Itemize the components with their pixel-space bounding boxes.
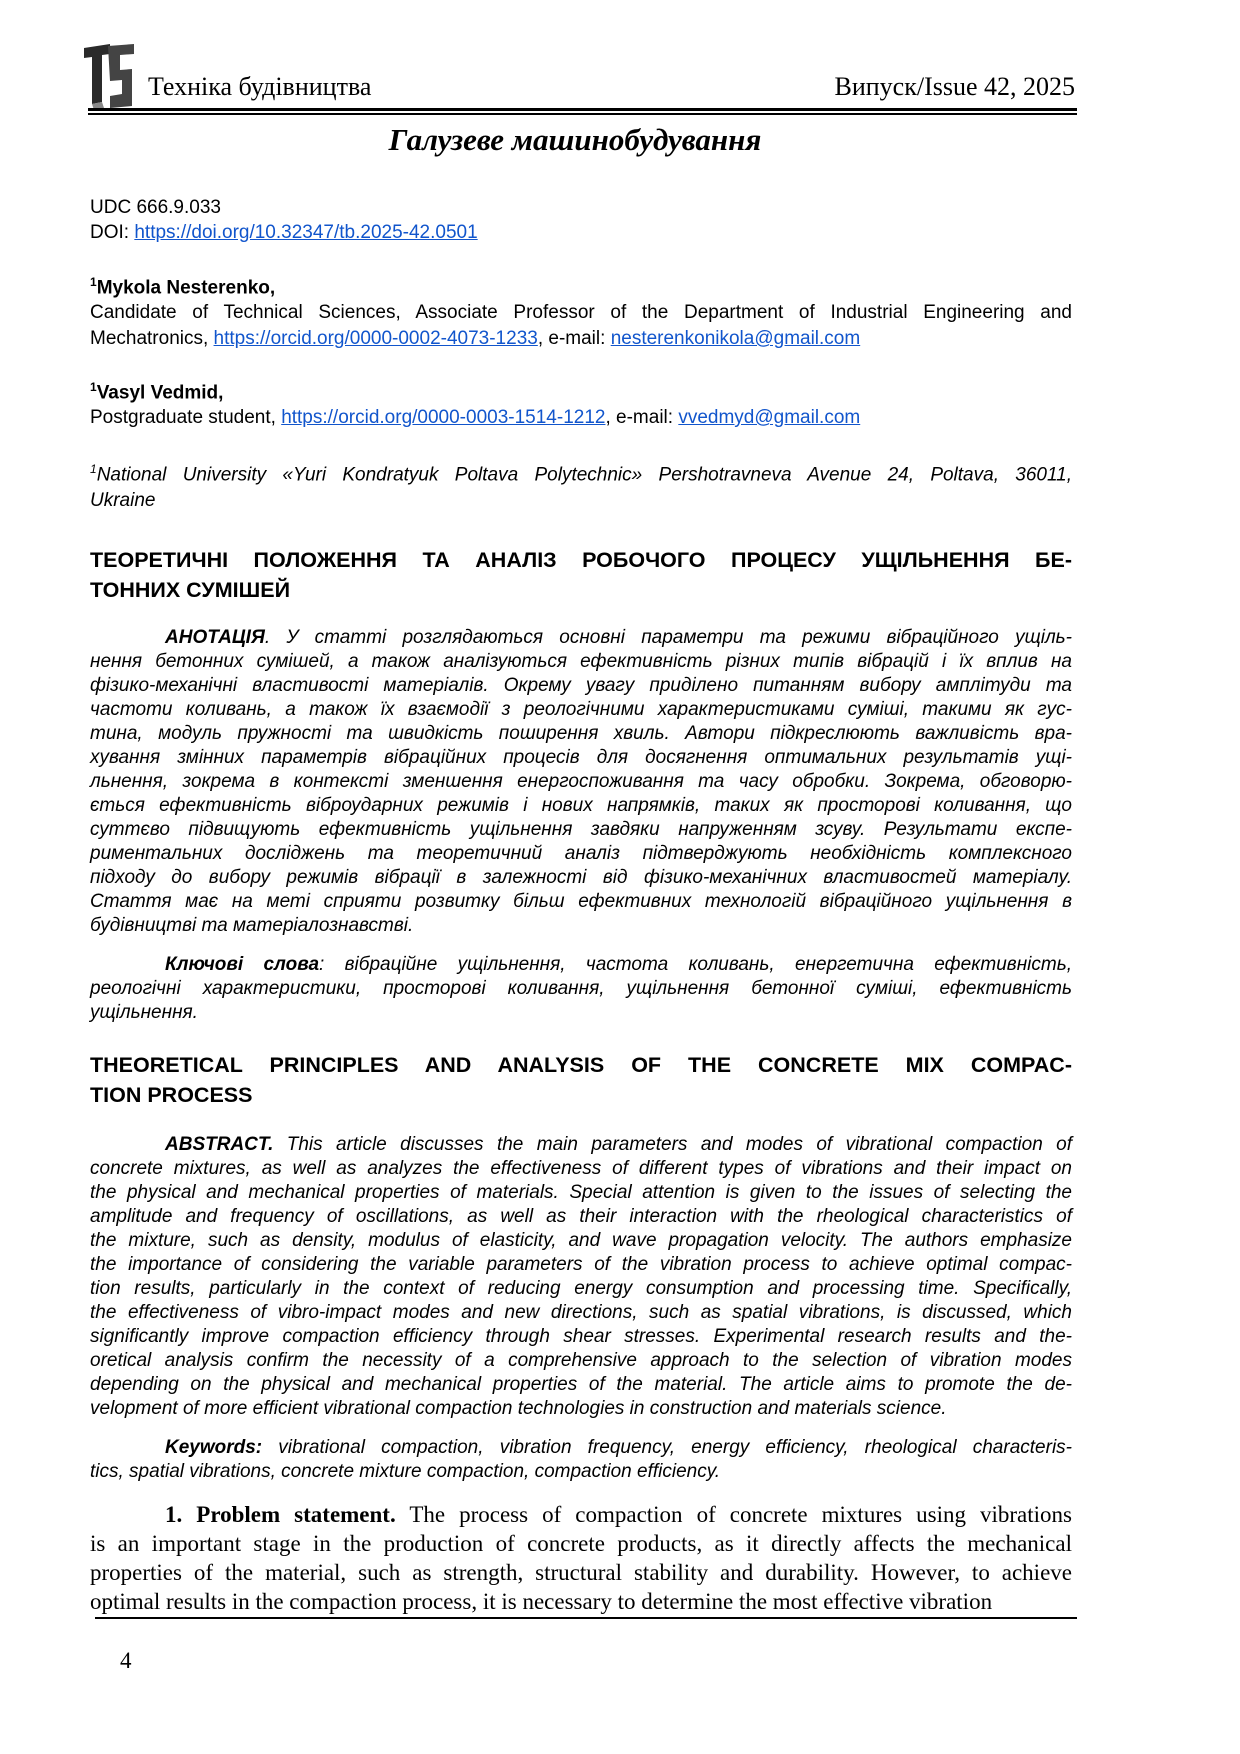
line-text: tics, spatial vibrations, concrete mixture compaction, compaction efficiency. bbox=[90, 1461, 721, 1482]
author-affiliation-1 bbox=[90, 300, 1072, 352]
journal-logo bbox=[80, 42, 138, 110]
line-text: риментальних досліджень та теоретичний аналіз підтверджують необхідність комплексного bbox=[90, 843, 1072, 864]
author-affiliation-marker: 1 bbox=[90, 275, 97, 289]
header-rule-thick bbox=[88, 108, 1077, 111]
institution-text: National University «Yuri Kondratyuk Poltava Polytechnic» Pershotravneva Avenue 24, Poltava, 36011, bbox=[96, 464, 1072, 486]
title-line: THEORETICAL PRINCIPLES AND ANALYSIS OF THE CONCRETE MIX COMPAC- bbox=[90, 1053, 1072, 1077]
text-line bbox=[90, 1325, 1072, 1349]
doi-link[interactable]: https://doi.org/10.32347/tb.2025-42.0501 bbox=[134, 222, 478, 243]
line-text: фізико-механічні властивості матеріалів. Окрему увагу приділено питанням вибору амплітуди та bbox=[90, 675, 1072, 696]
text-line bbox=[90, 770, 1072, 794]
email-label: , e-mail: bbox=[605, 407, 679, 428]
line-text: tion results, particularly in the context of reducing energy consumption and processing time. Specifically, bbox=[90, 1278, 1072, 1299]
institution-line-2: Ukraine bbox=[90, 490, 156, 512]
text-line bbox=[90, 1001, 1072, 1025]
line-text: properties of the material, such as strength, structural stability and durability. However, to achieve bbox=[90, 1560, 1072, 1585]
line-text: тина, модуль пружності та швидкість поширення хвиль. Автори підкреслюють важливість вра- bbox=[90, 723, 1072, 744]
paragraph-lead: Keywords: bbox=[165, 1437, 263, 1458]
text-line bbox=[90, 1181, 1072, 1205]
line-text: : вібраційне ущільнення, частота коливань, енергетична ефективність, bbox=[319, 954, 1072, 975]
line-text: The process of compaction of concrete mixtures using vibrations bbox=[395, 1502, 1072, 1527]
title-line: ТОННИХ СУМІШЕЙ bbox=[90, 578, 291, 602]
text-line bbox=[90, 1460, 1072, 1484]
text-line bbox=[90, 626, 1072, 650]
author-position-line: Candidate of Technical Sciences, Associate Professor of the Department of Industrial Engineering and bbox=[90, 302, 1072, 323]
orcid-link[interactable]: https://orcid.org/0000-0002-4073-1233 bbox=[213, 328, 538, 349]
line-text: частоти коливань, а також їх взаємодії з реологічними характеристиками суміші, такими як гус- bbox=[90, 699, 1072, 720]
author-contact-line bbox=[90, 405, 1072, 431]
line-text: is an important stage in the production of concrete products, as it directly affects the mechanical bbox=[90, 1531, 1072, 1556]
text-line bbox=[90, 674, 1072, 698]
line-text: oretical analysis confirm the necessity of a comprehensive approach to the selection of vibration modes bbox=[90, 1350, 1072, 1371]
footer-rule bbox=[95, 1617, 1077, 1619]
text-line bbox=[90, 977, 1072, 1001]
issue-label: Випуск/Issue 42, 2025 bbox=[834, 72, 1075, 101]
institution-marker: 1 bbox=[90, 462, 97, 476]
text-line bbox=[90, 818, 1072, 842]
author-name-text: Mykola Nesterenko, bbox=[96, 277, 276, 299]
line-text: Стаття має на меті сприяти розвитку більш ефективних технологій вібраційного ущільнення в bbox=[90, 891, 1072, 912]
line-text: velopment of more efficient vibrational compaction technologies in construction and materials science. bbox=[90, 1398, 947, 1419]
author-name-1 bbox=[90, 275, 275, 299]
text-line bbox=[90, 1587, 1072, 1616]
paragraph-lead: АНОТАЦІЯ bbox=[165, 627, 265, 648]
title-line: ТЕОРЕТИЧНІ ПОЛОЖЕННЯ ТА АНАЛІЗ РОБОЧОГО ПРОЦЕСУ УЩІЛЬНЕННЯ БЕ- bbox=[90, 548, 1072, 572]
line-text: ється ефективність віброударних режимів і нових напрямків, таких як просторові коливання, що bbox=[90, 795, 1072, 816]
email-link[interactable]: vvedmyd@gmail.com bbox=[678, 407, 861, 428]
keywords-english bbox=[90, 1436, 1072, 1484]
line-text: льнення, зокрема в контексті зменшення енергоспоживання та часу обробки. Зокрема, обговорю- bbox=[90, 771, 1072, 792]
line-text: реологічні характеристики, просторові коливання, ущільнення бетонної суміші, ефективність bbox=[90, 978, 1072, 999]
author-affiliation-marker: 1 bbox=[90, 380, 97, 394]
author-affiliation-2 bbox=[90, 405, 1072, 431]
orcid-link[interactable]: https://orcid.org/0000-0003-1514-1212 bbox=[281, 407, 606, 428]
doi-label: DOI: bbox=[90, 222, 135, 243]
text-line bbox=[90, 1500, 1072, 1529]
text-line bbox=[90, 842, 1072, 866]
author-contact-line bbox=[90, 326, 1072, 352]
author-name-text: Vasyl Vedmid, bbox=[96, 382, 224, 404]
line-text: підходу до вибору режимів вібрації в залежності від фізико-механічних властивостей матеріалу. bbox=[90, 867, 1072, 888]
abstract-english bbox=[90, 1133, 1072, 1421]
text-line bbox=[90, 722, 1072, 746]
email-label: , e-mail: bbox=[537, 328, 611, 349]
keywords-ukrainian bbox=[90, 953, 1072, 1025]
line-text: the physical and mechanical properties of materials. Special attention is given to the issues of selecting the bbox=[90, 1182, 1072, 1203]
line-text: нення бетонних сумішей, а також аналізуються ефективність різних типів вібрацій і їх вплив на bbox=[90, 651, 1072, 672]
text-line bbox=[90, 953, 1072, 977]
line-text: хування змінних параметрів вібраційних процесів для досягнення оптимальних результатів ущі- bbox=[90, 747, 1072, 768]
text-line bbox=[90, 1205, 1072, 1229]
line-text: суттєво підвищують ефективність ущільнення завдяки напруженням зсуву. Результати експе- bbox=[90, 819, 1072, 840]
text-line bbox=[90, 1133, 1072, 1157]
section-title: Галузеве машинобудування bbox=[388, 122, 762, 157]
text-line bbox=[90, 1397, 1072, 1421]
text-line bbox=[90, 1558, 1072, 1587]
institution bbox=[90, 456, 1072, 514]
problem-statement-paragraph bbox=[90, 1500, 1072, 1616]
text-line bbox=[90, 794, 1072, 818]
text-line bbox=[90, 1229, 1072, 1253]
text-line bbox=[90, 890, 1072, 914]
line-text: ущільнення. bbox=[90, 1002, 198, 1023]
text-line bbox=[90, 1253, 1072, 1277]
journal-title: Техніка будівництва bbox=[148, 72, 372, 101]
line-text: depending on the physical and mechanical properties of the material. The article aims to promote the de- bbox=[90, 1374, 1072, 1395]
institution-line-1 bbox=[90, 456, 1072, 488]
paragraph-lead: Ключові слова bbox=[165, 954, 320, 975]
line-text: optimal results in the compaction process, it is necessary to determine the most effective vibration bbox=[90, 1589, 993, 1614]
line-text: This article discusses the main parameters and modes of vibrational compaction of bbox=[273, 1134, 1072, 1155]
author-contact-prefix: Postgraduate student, bbox=[90, 407, 282, 428]
line-text: vibrational compaction, vibration frequency, energy efficiency, rheological characteris- bbox=[262, 1437, 1072, 1458]
title-english bbox=[90, 1050, 1072, 1110]
line-text: . У статті розглядаються основні параметри та режими вібраційного ущіль- bbox=[264, 627, 1072, 648]
page-number: 4 bbox=[120, 1648, 132, 1673]
text-line bbox=[90, 1301, 1072, 1325]
line-text: the mixture, such as density, modulus of elasticity, and wave propagation velocity. The authors emphasize bbox=[90, 1230, 1072, 1251]
text-line bbox=[90, 1349, 1072, 1373]
doi-line bbox=[90, 221, 478, 245]
text-line bbox=[90, 698, 1072, 722]
author-contact-prefix: Mechatronics, bbox=[90, 328, 214, 349]
text-line bbox=[90, 1373, 1072, 1397]
line-text: concrete mixtures, as well as analyzes the effectiveness of different types of vibrations and their impact on bbox=[90, 1158, 1072, 1179]
paragraph-lead: 1. Problem statement. bbox=[165, 1502, 396, 1527]
title-ukrainian bbox=[90, 545, 1072, 605]
email-link[interactable]: nesterenkonikola@gmail.com bbox=[610, 328, 861, 349]
paragraph-lead: ABSTRACT. bbox=[165, 1134, 274, 1155]
line-text: the importance of considering the variable parameters of the vibration process to achieve optimal compac- bbox=[90, 1254, 1072, 1275]
udc: UDC 666.9.033 bbox=[90, 197, 221, 218]
text-line bbox=[90, 650, 1072, 674]
abstract-ukrainian bbox=[90, 626, 1072, 938]
line-text: amplitude and frequency of oscillations, as well as their interaction with the rheological characteristics of bbox=[90, 1206, 1072, 1227]
text-line bbox=[90, 746, 1072, 770]
text-line bbox=[90, 914, 1072, 938]
author-name-2 bbox=[90, 380, 223, 404]
text-line bbox=[90, 1157, 1072, 1181]
line-text: the effectiveness of vibro-impact modes and new directions, such as spatial vibrations, is discussed, which bbox=[90, 1302, 1072, 1323]
header-rule-thin bbox=[88, 113, 1077, 115]
text-line bbox=[90, 1277, 1072, 1301]
text-line bbox=[90, 866, 1072, 890]
title-line: TION PROCESS bbox=[90, 1083, 253, 1107]
line-text: significantly improve compaction efficiency through shear stresses. Experimental research results and the- bbox=[90, 1326, 1072, 1347]
line-text: будівництві та матеріалознавстві. bbox=[90, 915, 414, 936]
text-line bbox=[90, 1529, 1072, 1558]
text-line bbox=[90, 1436, 1072, 1460]
